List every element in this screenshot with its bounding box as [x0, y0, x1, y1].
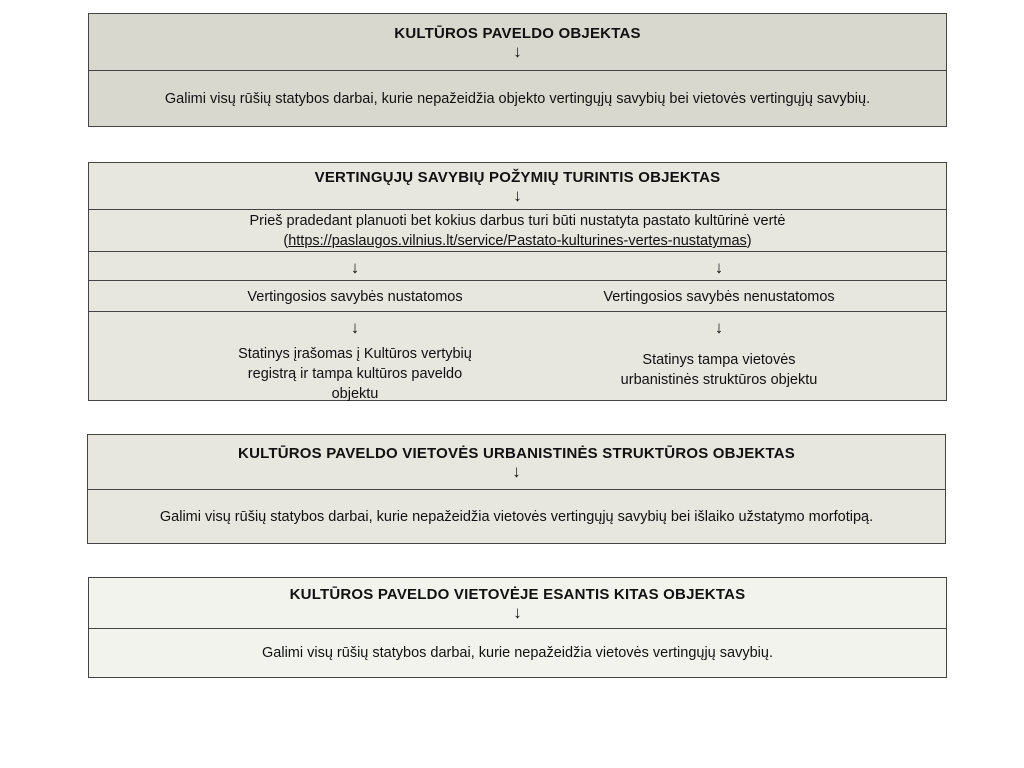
- branch-labels-row: [89, 280, 946, 312]
- down-arrow-icon: ↓: [513, 186, 522, 205]
- features-determined-label: Vertingosios savybės nustatomos: [247, 289, 463, 305]
- down-arrow-icon: ↓: [714, 318, 724, 337]
- features-not-determined-label: Vertingosios savybės nenustatomos: [603, 289, 835, 305]
- other-object-header: [89, 578, 946, 629]
- registry-result-text: Statinys įrašomas į Kultūros vertybių registrą ir tampa kultūros paveldo objektu: [238, 346, 472, 402]
- heritage-object-text: Galimi visų rūšių statybos darbai, kurie nepažeidžia objekto vertingųjų savybių bei vietovės vertingųjų savybių.: [164, 90, 871, 107]
- cultural-value-intro: [89, 209, 946, 252]
- urban-structure-object-box: [87, 434, 946, 544]
- urban-structure-text: Galimi visų rūšių statybos darbai, kurie nepažeidžia vietovės vertingųjų savybių bei išlaiko užstatymo morfotipą.: [159, 508, 874, 525]
- urban-structure-header: [88, 435, 945, 490]
- heritage-object-title: KULTŪROS PAVELDO OBJEKTAS: [394, 25, 641, 42]
- heritage-object-body: [89, 70, 946, 126]
- valuable-features-object-box: [88, 162, 947, 401]
- valuable-features-title: VERTINGŲJŲ SAVYBIŲ POŽYMIŲ TURINTIS OBJEKTAS: [314, 169, 721, 186]
- other-object-box: [88, 577, 947, 678]
- other-object-text: Galimi visų rūšių statybos darbai, kurie nepažeidžia vietovės vertingųjų savybių.: [262, 645, 773, 661]
- down-arrow-icon: ↓: [350, 258, 360, 277]
- urban-structure-title: KULTŪROS PAVELDO VIETOVĖS URBANISTINĖS STRUKTŪROS OBJEKTAS: [238, 445, 795, 462]
- down-arrow-icon: ↓: [513, 603, 522, 622]
- urban-structure-result-text: Statinys tampa vietovės urbanistinės struktūros objektu: [620, 352, 818, 388]
- urban-structure-body: [88, 489, 945, 543]
- other-object-body: [89, 628, 946, 677]
- link-open-paren: (: [283, 233, 289, 249]
- down-arrow-icon: ↓: [350, 318, 360, 337]
- link-close-paren: ): [746, 233, 752, 249]
- down-arrow-icon: ↓: [714, 258, 724, 277]
- right-branch-result: [604, 312, 834, 400]
- down-arrow-icon: ↓: [513, 42, 522, 61]
- heritage-object-box: [88, 13, 947, 127]
- valuable-features-header: [89, 163, 946, 210]
- left-branch-result: [230, 312, 480, 400]
- cultural-value-intro-text: Prieš pradedant planuoti bet kokius darbus turi būti nustatyta pastato kultūrinė vertė: [249, 213, 786, 229]
- heritage-object-header: [89, 14, 946, 71]
- cultural-value-service-link[interactable]: https://paslaugos.vilnius.lt/service/Pastato-kulturines-vertes-nustatymas: [288, 233, 747, 249]
- down-arrow-icon: ↓: [512, 462, 521, 481]
- other-object-title: KULTŪROS PAVELDO VIETOVĖJE ESANTIS KITAS OBJEKTAS: [289, 586, 746, 603]
- cultural-value-link-line: [283, 231, 751, 251]
- branch-arrows-row: [89, 251, 946, 281]
- branch-results-row: [89, 311, 946, 400]
